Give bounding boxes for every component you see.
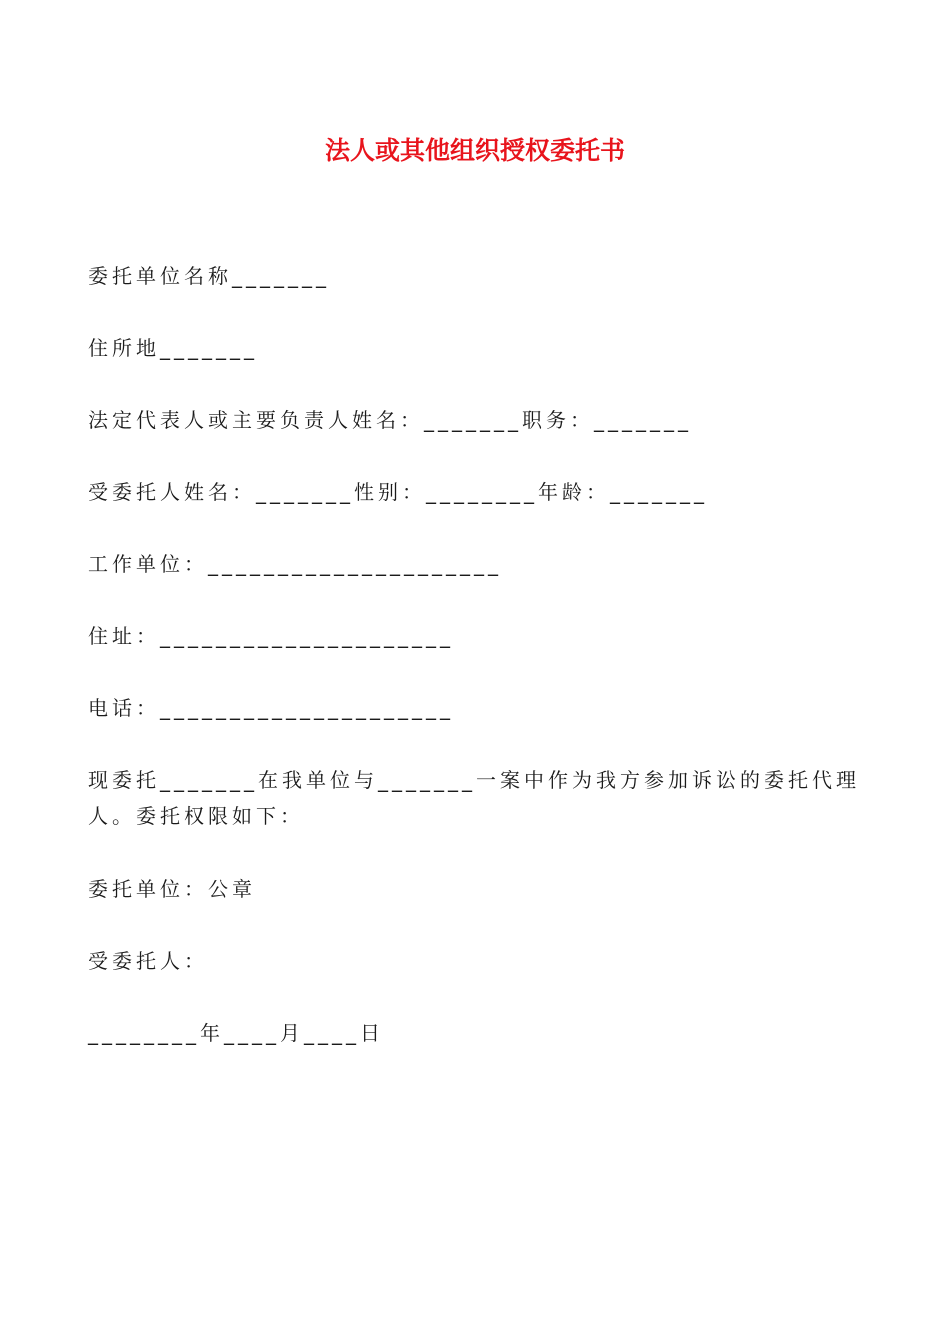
unit-name-line: 委托单位名称_______ <box>88 264 330 288</box>
address-line: 住所地_______ <box>88 336 258 360</box>
residence-line: 住址：_____________________ <box>88 624 454 648</box>
date-line: ________年____月____日 <box>88 1021 384 1045</box>
document-title: 法人或其他组织授权委托书 <box>324 136 625 165</box>
seal-line: 委托单位：公章 <box>88 877 256 901</box>
trustee-line: 受委托人： <box>88 949 208 973</box>
commission-paragraph: 现委托_______在我单位与_______一案中作为我方参加诉讼的委托代理人。委托权限如下： <box>88 768 860 828</box>
phone-line: 电话：_____________________ <box>88 696 454 720</box>
work-unit-line: 工作单位：_____________________ <box>88 552 502 576</box>
legal-representative-line: 法定代表人或主要负责人姓名：_______职务：_______ <box>88 408 692 432</box>
agent-info-line: 受委托人姓名：_______性别：________年龄：_______ <box>88 480 708 504</box>
